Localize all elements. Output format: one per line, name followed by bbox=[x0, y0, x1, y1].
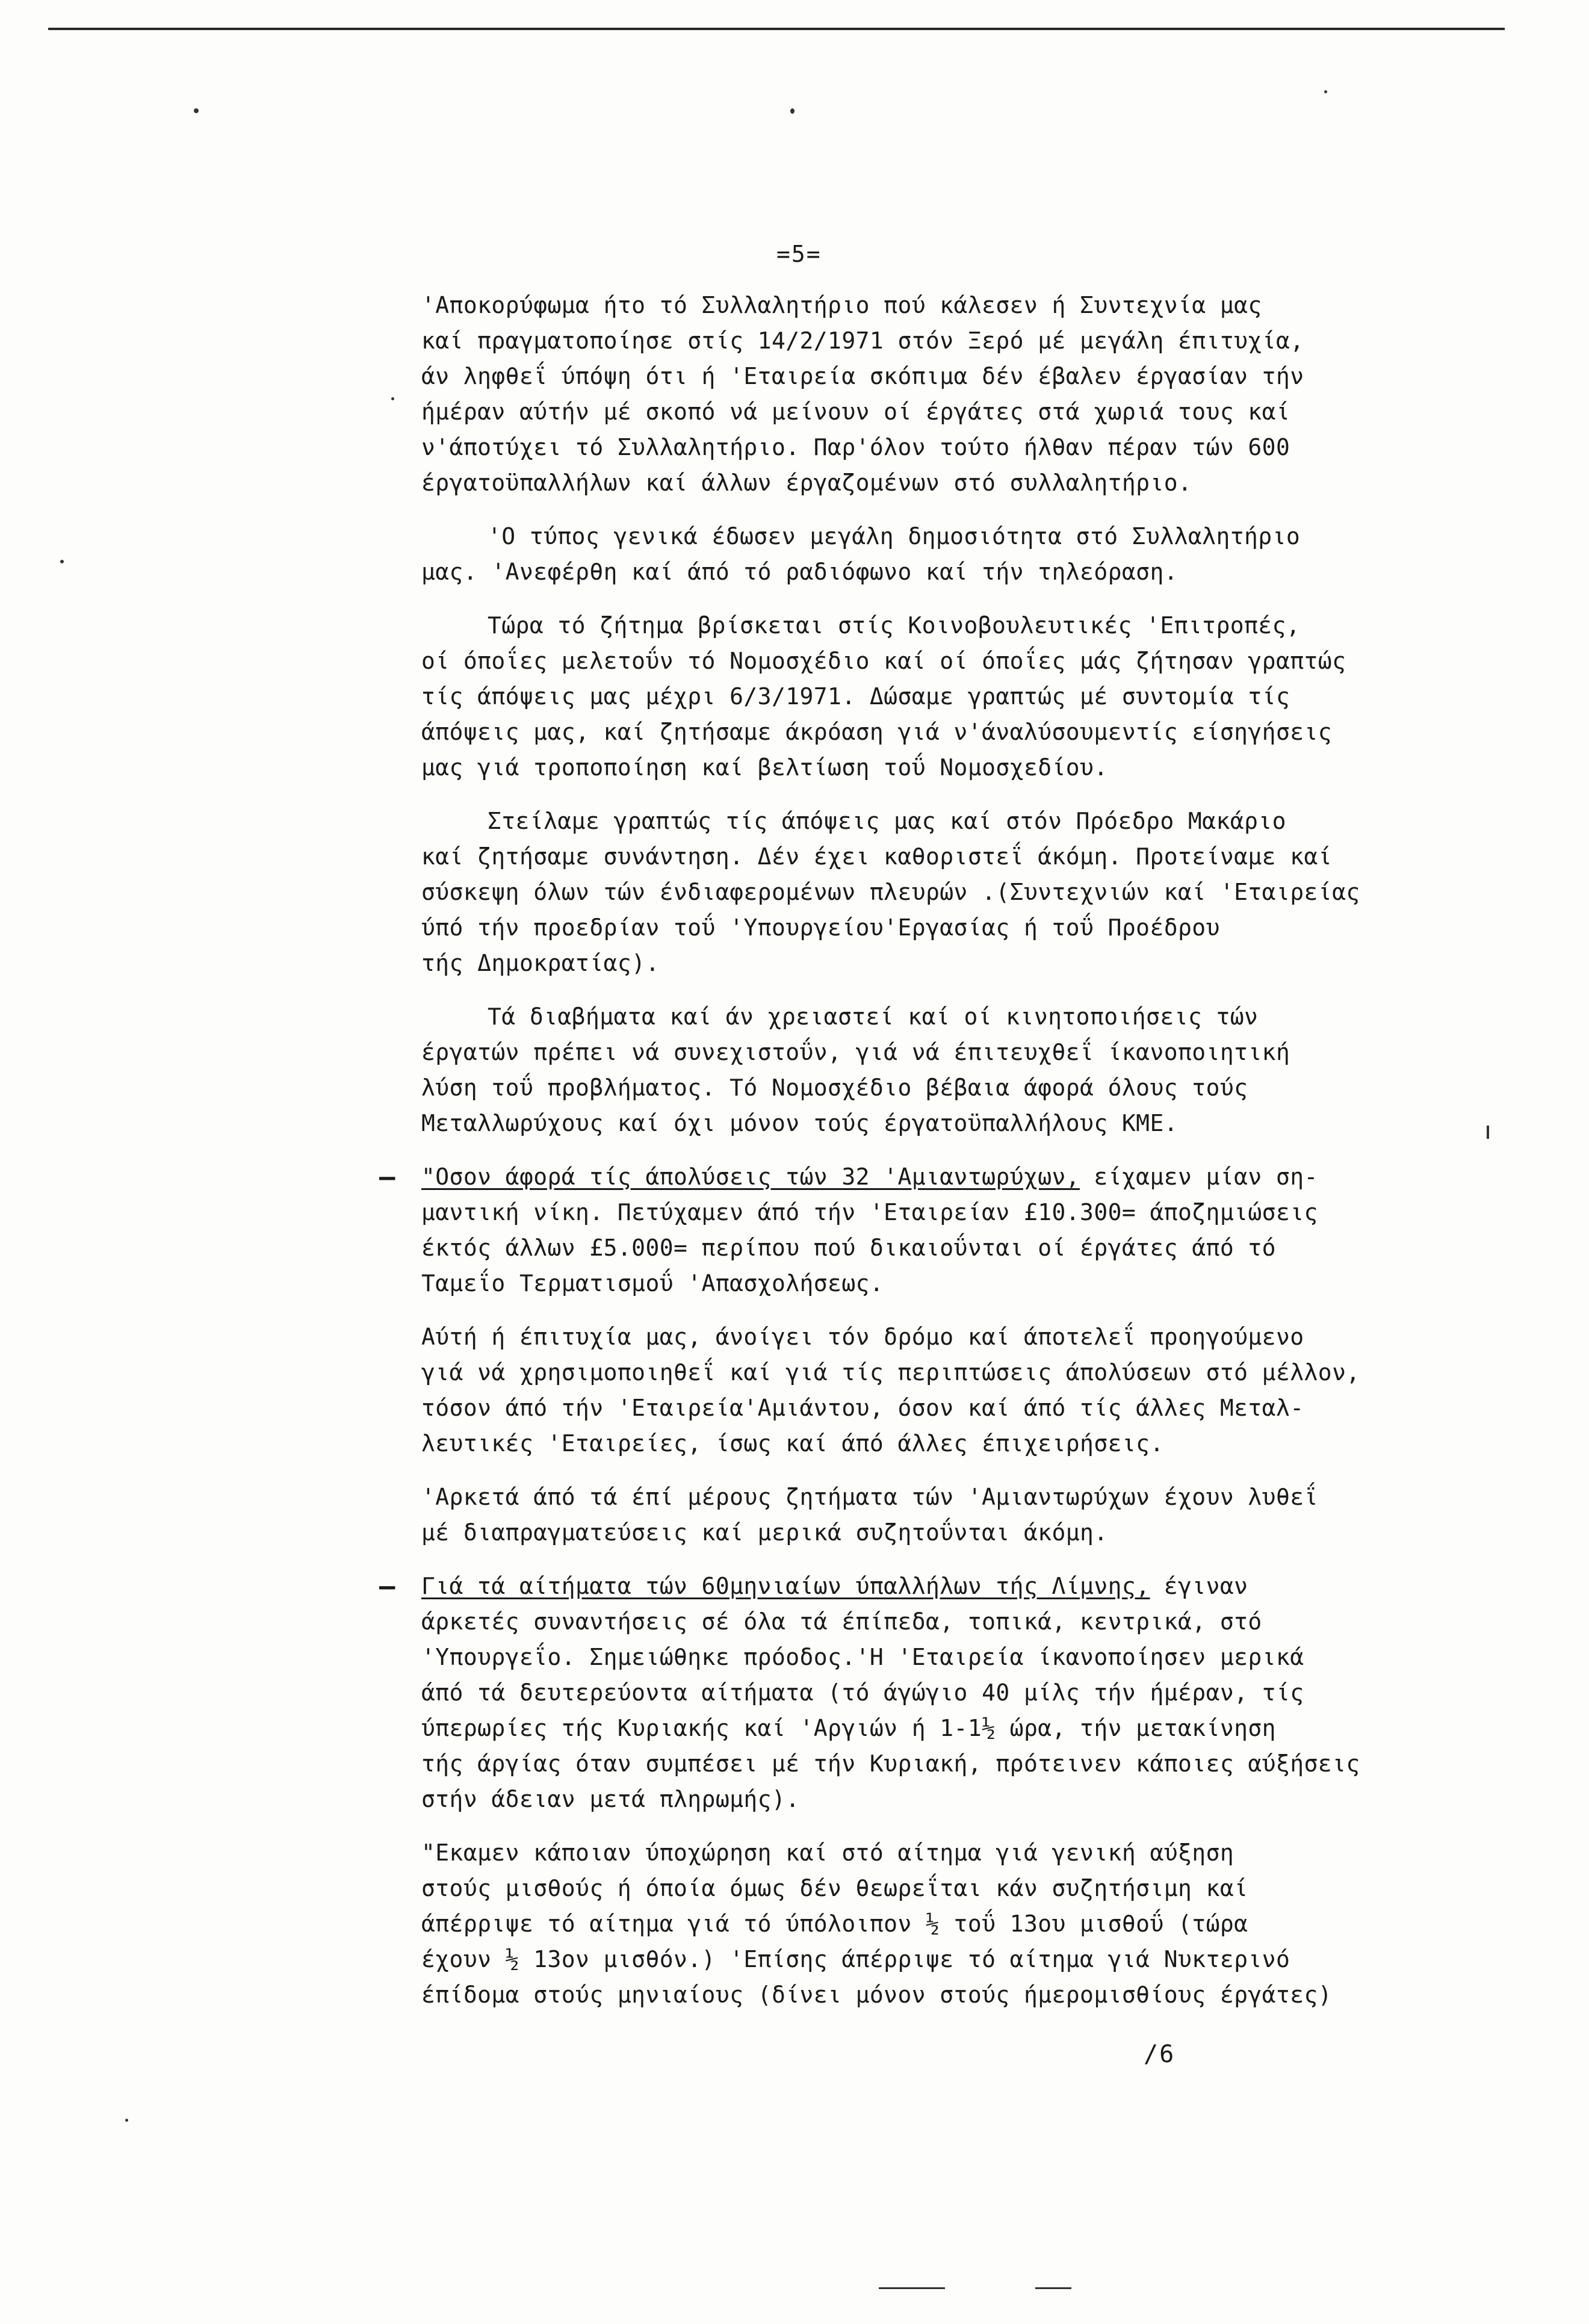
scan-speck bbox=[1487, 1126, 1489, 1139]
item-text: έγιναν άρκετές συναντήσεις σέ όλα τά έπίπεδα, τοπικά, κεντρικά, στό 'Υπουργεΐο. Σημειώθηκε πρόοδος.'Η 'Εταιρεία ίκανοποίησεν μερικά άπό τά δευτερεύοντα αίτήματα (τό άγώγιο 40 μίλς τήν ήμέραν, τίς ύπερωρίες τής Κυριακής καί 'Αργιών ή 1-1½ ώρα, τήν μετακίνηση τής άργίας όταν συμπέσει μέ τήν Κυριακή, πρότεινεν κάποιες αύξήσεις στήν άδειαν μετά πληρωμής). bbox=[421, 1573, 1360, 1812]
continuation-marker: /6 bbox=[1144, 2040, 1175, 2068]
bottom-rule bbox=[879, 2287, 945, 2289]
scan-speck bbox=[391, 397, 394, 400]
paragraph: 'Αρκετά άπό τά έπί μέρους ζητήματα τών 'Αμιαντωρύχων έχουν λυθεΐ μέ διαπραγματεύσεις καί μερικά συζητοΰνται άκόμη. bbox=[421, 1484, 1318, 1546]
list-item bbox=[379, 1569, 1408, 1817]
paragraph: Αύτή ή έπιτυχία μας, άνοίγει τόν δρόμο καί άποτελεΐ προηγούμενο γιά νά χρησιμοποιηθεΐ καί γιά τίς περιπτώσεις άπολύσεων στό μέλλον, τόσον άπό τήν 'Εταιρεία'Αμιάντου, όσον καί άπό τίς άλλες Μεταλ- λευτικές 'Εταιρείες, ίσως καί άπό άλλες έπιχειρήσεις. bbox=[421, 1324, 1360, 1457]
page-number: =5= bbox=[776, 241, 822, 267]
scan-speck bbox=[194, 108, 199, 113]
item-lead: Γιά τά αίτήματα τών 60μηνιαίων ύπαλλήλων τής Λίμνης, bbox=[421, 1573, 1150, 1599]
document-body bbox=[379, 288, 1408, 2031]
scan-speck bbox=[1324, 90, 1327, 93]
paragraph: Τώρα τό ζήτημα βρίσκεται στίς Κοινοβουλευτικές 'Επιτροπές, οί όποΐες μελετοΰν τό Νομοσχέδιο καί οί όποΐες μάς ζήτησαν γραπτώς τίς άπόψεις μας μέχρι 6/3/1971. Δώσαμε γραπτώς μέ συντομία τίς άπόψεις μας, καί ζητήσαμε άκρόαση γιά ν'άναλύσουμεντίς είσηγήσεις μας γιά τροποποίηση καί βελτίωση τοΰ Νομοσχεδίου. bbox=[421, 612, 1346, 781]
list-item bbox=[379, 1159, 1408, 1301]
item-lead: "Οσον άφορά τίς άπολύσεις τών 32 'Αμιαντωρύχων, bbox=[421, 1164, 1080, 1190]
paragraph: "Εκαμεν κάποιαν ύποχώρηση καί στό αίτημα γιά γενική αύξηση στούς μισθούς ή όποία όμως δέν θεωρεΐται κάν συζητήσιμη καί άπέρριψε τό αίτημα γιά τό ύπόλοιπον ½ τοΰ 13ου μισθοΰ (τώρα έχουν ½ 13ον μισθόν.) 'Επίσης άπέρριψε τό αίτημα γιά Νυκτερινό έπίδομα στούς μηνιαίους (δίνει μόνον στούς ήμερομισθίους έργάτες) bbox=[421, 1839, 1333, 2008]
scan-speck bbox=[125, 2119, 128, 2122]
paragraph: Στείλαμε γραπτώς τίς άπόψεις μας καί στόν Πρόεδρο Μακάριο καί ζητήσαμε συνάντηση. Δέν έχει καθοριστεΐ άκόμη. Προτείναμε καί σύσκεψη όλων τών ένδιαφερομένων πλευρών .(Συντεχνιών καί 'Εταιρείας ύπό τήν προεδρίαν τοΰ 'Υπουργείου'Εργασίας ή τοΰ Προέδρου τής Δημοκρατίας). bbox=[421, 808, 1360, 976]
scan-speck bbox=[60, 560, 64, 563]
paragraph: Τά διαβήματα καί άν χρειαστεί καί οί κινητοποιήσεις τών έργατών πρέπει νά συνεχιστοΰν, γιά νά έπιτευχθεΐ ίκανοποιητική λύση τοΰ προβλήματος. Τό Νομοσχέδιο βέβαια άφορά όλους τούς Μεταλλωρύχους καί όχι μόνον τούς έργατοϋπαλλήλους ΚΜΕ. bbox=[421, 1003, 1290, 1136]
bottom-rule bbox=[1035, 2287, 1071, 2289]
item-dash: – bbox=[379, 1571, 395, 1602]
item-paragraph bbox=[421, 1159, 1408, 1301]
top-rule bbox=[48, 28, 1505, 30]
scan-speck bbox=[790, 108, 794, 114]
item-paragraph bbox=[421, 1569, 1408, 1817]
item-dash: – bbox=[379, 1162, 395, 1192]
paragraph: 'Ο τύπος γενικά έδωσεν μεγάλη δημοσιότητα στό Συλλαλητήριο μας. 'Ανεφέρθη καί άπό τό ραδιόφωνο καί τήν τηλεόραση. bbox=[421, 523, 1301, 585]
item-text: είχαμεν μίαν ση- μαντική νίκη. Πετύχαμεν άπό τήν 'Εταιρείαν £10.300= άποζημιώσεις έκτός άλλων £5.000= περίπου πού δικαιοΰνται οί έργάτες άπό τό Ταμεΐο Τερματισμοΰ 'Απασχολήσεως. bbox=[421, 1164, 1318, 1297]
paragraph: 'Αποκορύφωμα ήτο τό Συλλαλητήριο πού κάλεσεν ή Συντεχνία μας καί πραγματοποίησε στίς 14/2/1971 στόν Ξερό μέ μεγάλη έπιτυχία, άν ληφθεΐ ύπόψη ότι ή 'Εταιρεία σκόπιμα δέν έβαλεν έργασίαν τήν ήμέραν αύτήν μέ σκοπό νά μείνουν οί έργάτες στά χωριά τους καί ν'άποτύχει τό Συλλαλητήριο. Παρ'όλον τούτο ήλθαν πέραν τών 600 έργατοϋπαλλήλων καί άλλων έργαζομένων στό συλλαλητήριο. bbox=[421, 292, 1304, 496]
